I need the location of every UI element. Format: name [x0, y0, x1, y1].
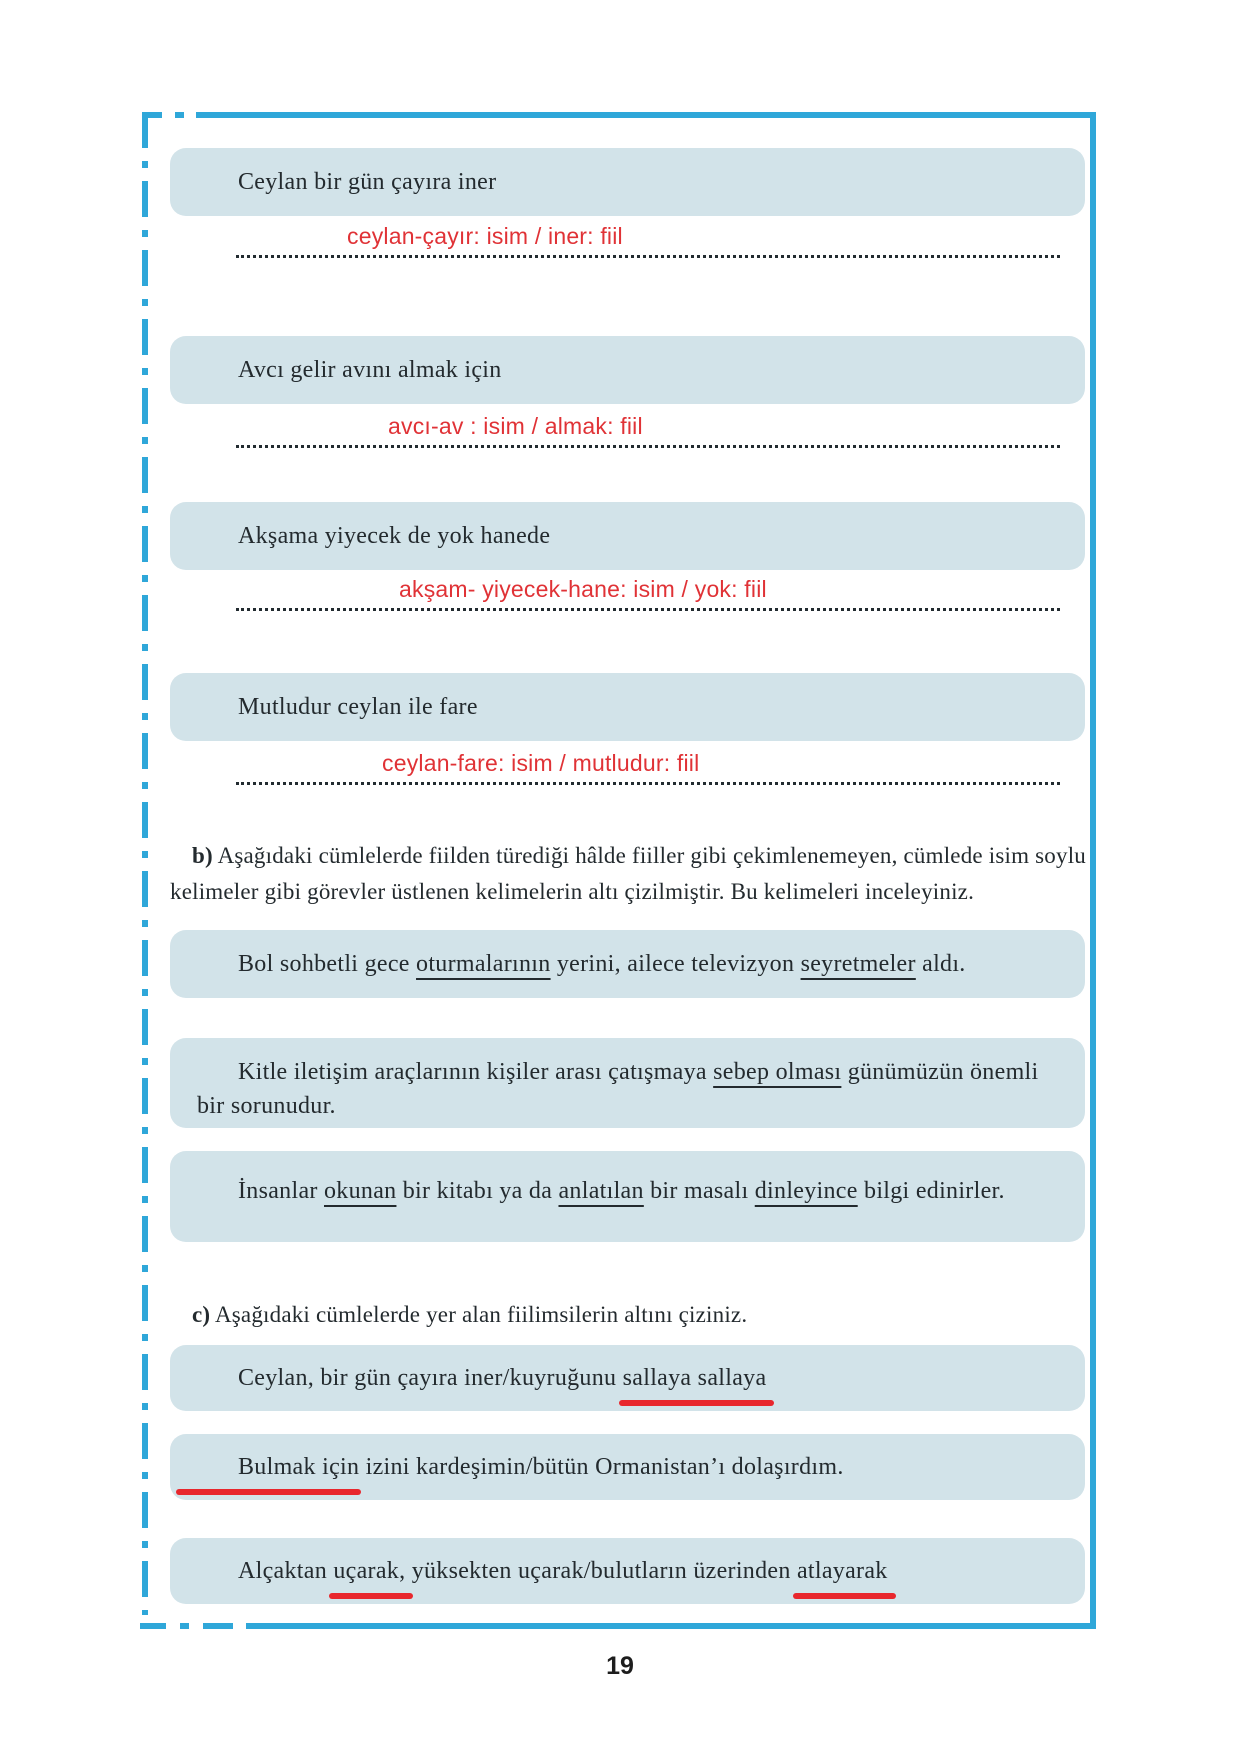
- answer-line: [236, 403, 1060, 448]
- frame-top-dot: [175, 112, 184, 118]
- sentence-box: [170, 1538, 1085, 1604]
- text-segment: Bol sohbetli gece: [238, 951, 417, 977]
- sentence-text: [238, 947, 966, 981]
- sentence-text: [238, 1554, 888, 1588]
- text-segment: aldı.: [915, 951, 966, 977]
- text-segment: bilgi edinirler.: [857, 1177, 1005, 1204]
- red-underlined-word: uçarak,: [333, 1558, 406, 1584]
- answer-text: avcı-av : isim / almak: fiil: [388, 413, 643, 439]
- answer-line: [236, 213, 1060, 258]
- underlined-word: anlatılan: [558, 1177, 644, 1204]
- text-segment: bir masalı: [643, 1177, 755, 1204]
- page-number: 19: [606, 1652, 634, 1680]
- red-underlined-word: Bulmak için: [238, 1454, 360, 1480]
- frame-right-border: [1090, 112, 1096, 1629]
- sentence-box: [170, 502, 1085, 570]
- answer-text: akşam- yiyecek-hane: isim / yok: fiil: [399, 576, 767, 602]
- section-c-instruction: [170, 1297, 1086, 1333]
- frame-left-border: [142, 112, 148, 1615]
- text-segment: Alçaktan: [238, 1558, 334, 1584]
- text-segment: İnsanlar: [238, 1177, 324, 1204]
- sentence-box: [170, 1151, 1085, 1242]
- underlined-word: dinleyince: [754, 1177, 858, 1204]
- sentence-box: [170, 148, 1085, 216]
- answer-line: [236, 566, 1060, 611]
- text-segment: bir sorunudur.: [197, 1093, 336, 1119]
- section-b-instruction-text: Aşağıdaki cümlelerde fiilden türediği hâlde fiiller gibi çekimlenemeyen, cümlede isim soylu kelimeler gibi görevler üstlenen kelimelerin altı çizilmiştir. Bu kelimeleri inceleyiniz.: [170, 843, 1086, 904]
- text-segment: bir kitabı ya da: [396, 1177, 559, 1204]
- underlined-word: oturmalarının: [416, 951, 551, 977]
- answer-text: ceylan-çayır: isim / iner: fiil: [347, 223, 623, 249]
- sentence-box: [170, 1434, 1085, 1500]
- sentence-box: [170, 673, 1085, 741]
- text-segment: yerini, ailece televizyon: [550, 951, 801, 977]
- sentence-text: [238, 1361, 766, 1395]
- underlined-word: seyretmeler: [800, 951, 916, 977]
- red-underlined-word: atlayarak: [796, 1558, 888, 1584]
- text-segment: izini kardeşimin/bütün Ormanistan’ı dolaşırdım.: [359, 1454, 844, 1480]
- red-underlined-word: sallaya sallaya: [622, 1365, 767, 1391]
- sentence-box: [170, 1038, 1085, 1128]
- text-segment: Ceylan, bir gün çayıra iner/kuyruğunu: [238, 1365, 623, 1391]
- section-c-instruction-text: Aşağıdaki cümlelerde yer alan fiilimsilerin altını çiziniz.: [214, 1302, 748, 1327]
- sentence-text: Mutludur ceylan ile fare: [238, 694, 478, 720]
- sentence-box: [170, 1345, 1085, 1411]
- sentence-text: Avcı gelir avını almak için: [238, 357, 502, 383]
- underlined-word: okunan: [324, 1177, 397, 1204]
- text-segment: Kitle iletişim araçlarının kişiler arası çatışmaya: [238, 1059, 714, 1085]
- sentence-text: [238, 1450, 844, 1484]
- frame-bottom-dash: [203, 1623, 233, 1629]
- sentence-box: [170, 930, 1085, 998]
- sentence-text: [238, 1174, 1005, 1208]
- section-c-label: c): [192, 1302, 211, 1327]
- page-frame: [142, 112, 1096, 1629]
- text-segment: yüksekten uçarak/bulutların üzerinden: [405, 1558, 797, 1584]
- text-segment: günümüzün önemli: [841, 1059, 1039, 1085]
- frame-bottom-border: [246, 1623, 1096, 1629]
- sentence-text: Ceylan bir gün çayıra iner: [238, 169, 497, 195]
- underlined-word: sebep olması: [713, 1059, 842, 1085]
- frame-top-border: [196, 112, 1096, 118]
- frame-bottom-dash: [140, 1623, 166, 1629]
- answer-line: [236, 740, 1060, 785]
- frame-bottom-dot: [180, 1623, 189, 1629]
- sentence-box: [170, 336, 1085, 404]
- section-b-label: b): [192, 843, 213, 868]
- sentence-text: Akşama yiyecek de yok hanede: [238, 523, 551, 549]
- answer-text: ceylan-fare: isim / mutludur: fiil: [382, 750, 700, 776]
- section-b-instruction: [170, 838, 1086, 910]
